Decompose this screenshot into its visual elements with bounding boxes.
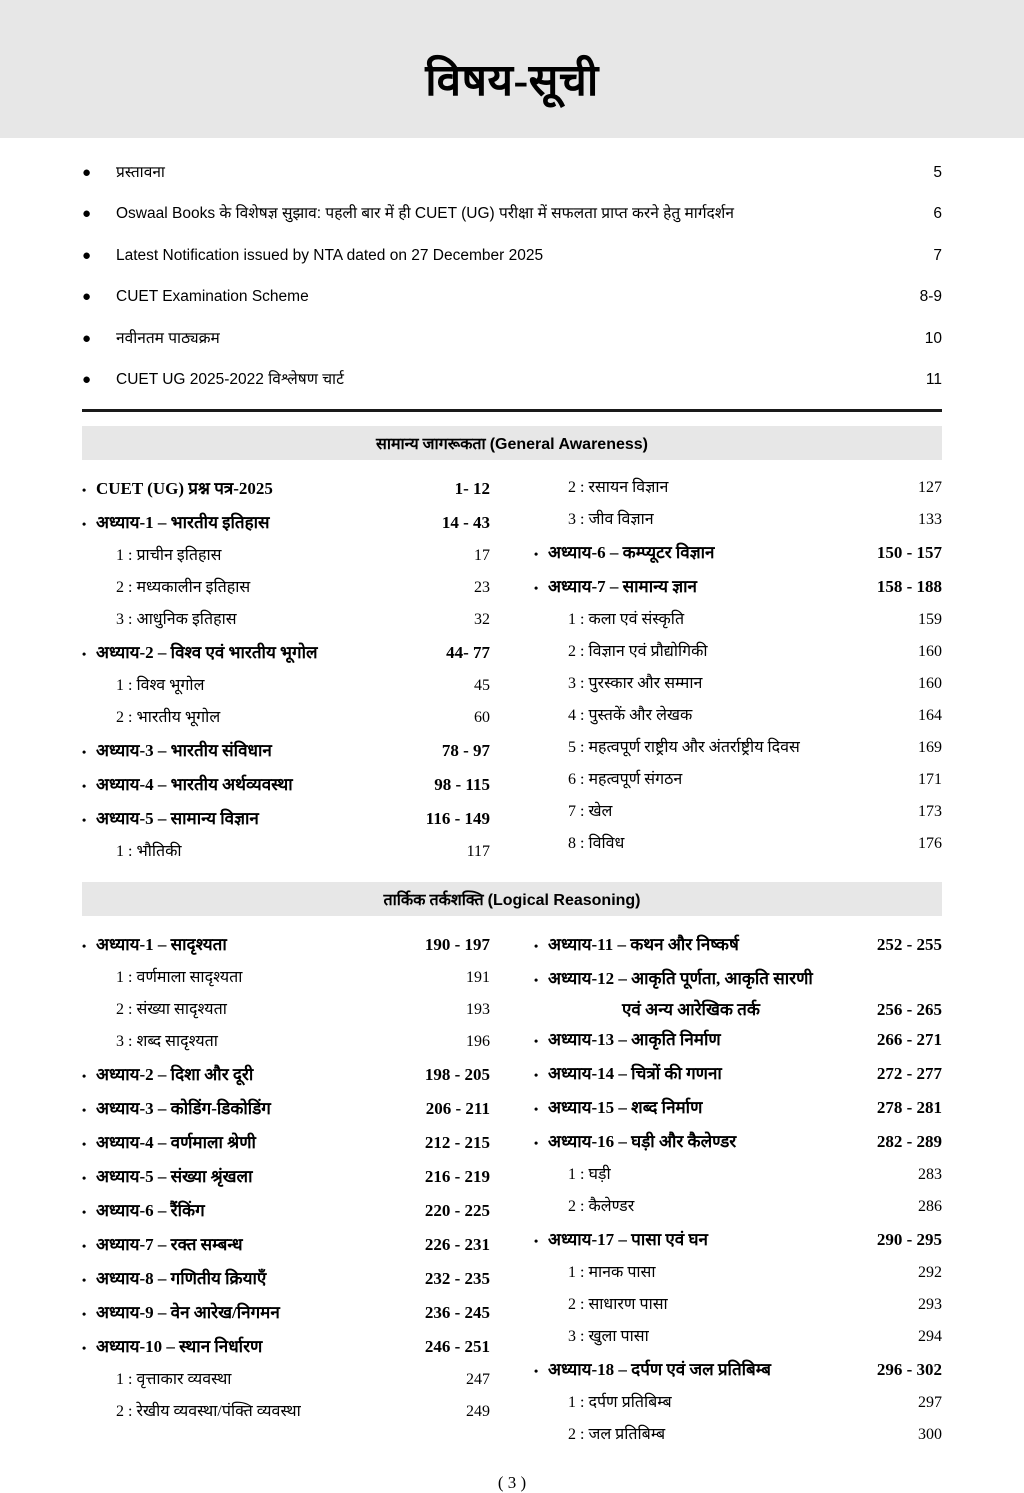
toc-entry-page-number: 283 bbox=[918, 1166, 942, 1184]
toc-subtopic-entry[interactable] bbox=[534, 1159, 942, 1191]
bullet-icon bbox=[82, 248, 116, 263]
toc-entry-label: 1 : भौतिकी bbox=[116, 843, 182, 861]
front-matter-label: प्रस्तावना bbox=[116, 164, 165, 181]
toc-subtopic-entry[interactable] bbox=[82, 994, 490, 1026]
front-matter-item[interactable] bbox=[82, 276, 942, 317]
toc-entry-page-number: 252 - 255 bbox=[876, 935, 942, 955]
toc-subtopic-entry[interactable] bbox=[82, 1364, 490, 1396]
section-columns bbox=[82, 928, 942, 1451]
toc-entry-page-number: 292 bbox=[918, 1264, 942, 1282]
toc-entry-page-number: 133 bbox=[918, 511, 942, 529]
toc-page-body bbox=[82, 138, 942, 1493]
bullet-icon bbox=[534, 1035, 548, 1047]
toc-subtopic-entry[interactable] bbox=[534, 636, 942, 668]
toc-column-left bbox=[82, 472, 512, 868]
toc-entry-label: अध्याय-11 – कथन और निष्कर्ष bbox=[548, 935, 739, 955]
bullet-icon bbox=[534, 940, 548, 952]
section-title-english: (General Awareness) bbox=[489, 436, 648, 454]
toc-subtopic-entry[interactable] bbox=[534, 732, 942, 764]
toc-entry-page-number: 247 bbox=[466, 1371, 490, 1389]
toc-subtopic-entry[interactable] bbox=[534, 1289, 942, 1321]
front-matter-label: CUET UG 2025-2022 विश्लेषण चार्ट bbox=[116, 370, 344, 388]
toc-chapter-entry[interactable] bbox=[534, 536, 942, 570]
toc-entry-page-number: 272 - 277 bbox=[876, 1064, 942, 1084]
toc-entry-label: अध्याय-2 – विश्व एवं भारतीय भूगोल bbox=[96, 643, 318, 663]
toc-entry-page-number: 282 - 289 bbox=[876, 1132, 942, 1152]
bullet-icon bbox=[82, 940, 96, 952]
toc-entry-label: अध्याय-13 – आकृति निर्माण bbox=[548, 1030, 721, 1050]
toc-entry-label: अध्याय-5 – सामान्य विज्ञान bbox=[96, 809, 259, 829]
toc-entry-label: 7 : खेल bbox=[568, 803, 613, 821]
toc-entry-label: 6 : महत्वपूर्ण संगठन bbox=[568, 771, 683, 789]
toc-entry-label: अध्याय-3 – कोडिंग-डिकोडिंग bbox=[96, 1099, 271, 1119]
toc-entry-label: अध्याय-6 – कम्प्यूटर विज्ञान bbox=[548, 543, 715, 563]
toc-chapter-entry[interactable] bbox=[82, 636, 490, 670]
bullet-icon bbox=[82, 814, 96, 826]
toc-entry-label: अध्याय-7 – सामान्य ज्ञान bbox=[548, 577, 697, 597]
toc-entry-label: अध्याय-3 – भारतीय संविधान bbox=[96, 741, 272, 761]
toc-entry-label: 2 : भारतीय भूगोल bbox=[116, 709, 221, 727]
toc-entry-page-number: 116 - 149 bbox=[425, 809, 490, 829]
toc-chapter-entry[interactable] bbox=[534, 570, 942, 604]
bullet-icon bbox=[534, 548, 548, 560]
toc-entry-page-number: 32 bbox=[474, 611, 490, 629]
section-header-band bbox=[82, 426, 942, 460]
toc-entry-page-number: 150 - 157 bbox=[876, 543, 942, 563]
toc-chapter-entry[interactable] bbox=[534, 1091, 942, 1125]
toc-entry-label: अध्याय-15 – शब्द निर्माण bbox=[548, 1098, 703, 1118]
toc-entry-page-number: 296 - 302 bbox=[876, 1360, 942, 1380]
section-header-band bbox=[82, 882, 942, 916]
toc-entry-label: अध्याय-10 – स्थान निर्धारण bbox=[96, 1337, 263, 1357]
toc-entry-page-number: 196 bbox=[466, 1033, 490, 1051]
front-matter-item[interactable] bbox=[82, 359, 942, 400]
toc-entry-label: अध्याय-1 – सादृश्यता bbox=[96, 935, 227, 955]
toc-entry-page-number: 17 bbox=[474, 547, 490, 565]
page-title: विषय-सूची bbox=[425, 56, 599, 105]
toc-entry-label: अध्याय-4 – वर्णमाला श्रेणी bbox=[96, 1133, 256, 1153]
front-matter-label: नवीनतम पाठ्यक्रम bbox=[116, 329, 220, 347]
toc-subtopic-entry[interactable] bbox=[82, 1026, 490, 1058]
toc-entry-label: 1 : प्राचीन इतिहास bbox=[116, 547, 222, 565]
toc-entry-label: 2 : रेखीय व्यवस्था/पंक्ति व्यवस्था bbox=[116, 1403, 301, 1421]
toc-entry-page-number: 206 - 211 bbox=[425, 1099, 490, 1119]
toc-chapter-entry[interactable] bbox=[534, 962, 942, 996]
toc-subtopic-entry[interactable] bbox=[82, 604, 490, 636]
toc-entry-page-number: 117 bbox=[466, 843, 490, 861]
section-columns bbox=[82, 472, 942, 868]
toc-chapter-entry[interactable] bbox=[82, 1058, 490, 1092]
section-title-hindi: सामान्य जागरूकता bbox=[376, 436, 490, 454]
toc-chapter-entry[interactable] bbox=[534, 1057, 942, 1091]
bullet-icon bbox=[82, 1172, 96, 1184]
toc-entry-label: 2 : जल प्रतिबिम्ब bbox=[568, 1426, 666, 1444]
toc-subtopic-entry[interactable] bbox=[82, 702, 490, 734]
toc-entry-label: 3 : आधुनिक इतिहास bbox=[116, 611, 237, 629]
front-matter-label: Latest Notification issued by NTA dated on 27 December 2025 bbox=[116, 246, 544, 264]
toc-subtopic-entry[interactable] bbox=[534, 828, 942, 860]
toc-entry-page-number: 232 - 235 bbox=[424, 1269, 490, 1289]
front-matter-label: Oswaal Books के विशेषज्ञ सुझाव: पहली बार में ही CUET (UG) परीक्षा में सफलता प्राप्त करने हेतु मार्गदर्शन bbox=[116, 205, 734, 223]
toc-entry-label: 3 : जीव विज्ञान bbox=[568, 511, 654, 529]
page-number-footer: ( 3 ) bbox=[497, 1473, 527, 1493]
toc-entry-label: एवं अन्य आरेखिक तर्क bbox=[622, 1000, 760, 1020]
toc-entry-page-number: 190 - 197 bbox=[424, 935, 490, 955]
toc-chapter-entry[interactable] bbox=[82, 1262, 490, 1296]
bullet-icon bbox=[82, 1274, 96, 1286]
toc-entry-page-number: 191 bbox=[466, 969, 490, 987]
toc-entry-label: 1 : वर्णमाला सादृश्यता bbox=[116, 969, 243, 987]
toc-column-right bbox=[512, 928, 942, 1451]
toc-entry-page-number: 212 - 215 bbox=[424, 1133, 490, 1153]
page-title-band bbox=[0, 0, 1024, 138]
toc-chapter-entry[interactable] bbox=[82, 1228, 490, 1262]
toc-entry-page-number: 290 - 295 bbox=[876, 1230, 942, 1250]
toc-subtopic-entry[interactable] bbox=[534, 1387, 942, 1419]
front-matter-page-number: 10 bbox=[924, 329, 942, 347]
bullet-icon bbox=[534, 974, 548, 986]
toc-column-right bbox=[512, 472, 942, 868]
toc-entry-page-number: 127 bbox=[918, 479, 942, 497]
front-matter-item[interactable] bbox=[82, 193, 942, 234]
toc-entry-label: 5 : महत्वपूर्ण राष्ट्रीय और अंतर्राष्ट्रीय दिवस bbox=[568, 739, 800, 757]
bullet-icon bbox=[534, 1069, 548, 1081]
toc-entry-label: अध्याय-12 – आकृति पूर्णता, आकृति सारणी bbox=[548, 969, 813, 989]
bullet-icon bbox=[82, 1240, 96, 1252]
toc-subtopic-entry[interactable] bbox=[534, 604, 942, 636]
toc-entry-label: अध्याय-6 – रैंकिंग bbox=[96, 1201, 205, 1221]
toc-chapter-entry[interactable] bbox=[534, 1023, 942, 1057]
toc-entry-page-number: 171 bbox=[918, 771, 942, 789]
toc-entry-page-number: 198 - 205 bbox=[424, 1065, 490, 1085]
toc-entry-page-number: 236 - 245 bbox=[424, 1303, 490, 1323]
toc-entry-label: अध्याय-5 – संख्या श्रृंखला bbox=[96, 1167, 253, 1187]
toc-chapter-entry[interactable] bbox=[82, 1160, 490, 1194]
front-matter-page-number: 11 bbox=[925, 370, 942, 388]
bullet-icon bbox=[82, 518, 96, 530]
toc-subtopic-entry[interactable] bbox=[82, 1396, 490, 1428]
toc-entry-label: 2 : कैलेण्डर bbox=[568, 1198, 635, 1216]
toc-entry-label: 2 : साधारण पासा bbox=[568, 1296, 668, 1314]
toc-subtopic-entry[interactable] bbox=[534, 700, 942, 732]
toc-entry-label: 1 : मानक पासा bbox=[568, 1264, 656, 1282]
toc-entry-label: 1 : कला एवं संस्कृति bbox=[568, 611, 685, 629]
toc-entry-label: 2 : विज्ञान एवं प्रौद्योगिकी bbox=[568, 643, 708, 661]
bullet-icon bbox=[82, 372, 116, 387]
toc-entry-label: 2 : संख्या सादृश्यता bbox=[116, 1001, 227, 1019]
toc-entry-page-number: 249 bbox=[466, 1403, 490, 1421]
toc-subtopic-entry[interactable] bbox=[534, 764, 942, 796]
section-title bbox=[376, 432, 648, 454]
bullet-icon bbox=[82, 1138, 96, 1150]
front-matter-page-number: 7 bbox=[933, 246, 942, 264]
bullet-icon bbox=[534, 1137, 548, 1149]
toc-chapter-entry[interactable] bbox=[534, 1125, 942, 1159]
toc-entry-page-number: 173 bbox=[918, 803, 942, 821]
toc-entry-page-number: 246 - 251 bbox=[424, 1337, 490, 1357]
toc-subtopic-entry[interactable] bbox=[534, 1191, 942, 1223]
bullet-icon bbox=[82, 1104, 96, 1116]
toc-subtopic-entry[interactable] bbox=[534, 1257, 942, 1289]
toc-entry-label: 1 : दर्पण प्रतिबिम्ब bbox=[568, 1394, 672, 1412]
bullet-icon bbox=[82, 780, 96, 792]
toc-chapter-entry[interactable] bbox=[82, 1126, 490, 1160]
bullet-icon bbox=[82, 206, 116, 221]
toc-chapter-entry[interactable] bbox=[82, 472, 490, 506]
toc-entry-page-number: 78 - 97 bbox=[441, 741, 490, 761]
toc-subtopic-entry[interactable] bbox=[82, 540, 490, 572]
toc-chapter-entry[interactable] bbox=[82, 928, 490, 962]
toc-entry-page-number: 45 bbox=[474, 677, 490, 695]
toc-entry-page-number: 176 bbox=[918, 835, 942, 853]
toc-chapter-entry[interactable] bbox=[82, 734, 490, 768]
toc-entry-page-number: 256 - 265 bbox=[876, 1000, 942, 1020]
toc-entry-page-number: 14 - 43 bbox=[441, 513, 490, 533]
toc-entry-label: 1 : वृत्ताकार व्यवस्था bbox=[116, 1371, 232, 1389]
toc-entry-page-number: 216 - 219 bbox=[424, 1167, 490, 1187]
toc-chapter-entry[interactable] bbox=[82, 1296, 490, 1330]
toc-chapter-entry[interactable] bbox=[534, 1353, 942, 1387]
toc-entry-label: अध्याय-17 – पासा एवं घन bbox=[548, 1230, 708, 1250]
bullet-icon bbox=[82, 484, 96, 496]
toc-entry-label: अध्याय-16 – घड़ी और कैलेण्डर bbox=[548, 1132, 737, 1152]
bullet-icon bbox=[82, 1070, 96, 1082]
bullet-icon bbox=[82, 165, 116, 180]
toc-subtopic-entry[interactable] bbox=[534, 796, 942, 828]
toc-subtopic-entry[interactable] bbox=[82, 962, 490, 994]
toc-subtopic-entry[interactable] bbox=[82, 836, 490, 868]
bullet-icon bbox=[534, 1103, 548, 1115]
toc-entry-label: अध्याय-9 – वेन आरेख/निगमन bbox=[96, 1303, 280, 1323]
toc-entry-page-number: 1- 12 bbox=[454, 479, 490, 499]
toc-entry-label: अध्याय-7 – रक्त सम्बन्ध bbox=[96, 1235, 243, 1255]
toc-entry-page-number: 294 bbox=[918, 1328, 942, 1346]
toc-entry-label: अध्याय-2 – दिशा और दूरी bbox=[96, 1065, 254, 1085]
toc-entry-label: 2 : मध्यकालीन इतिहास bbox=[116, 579, 251, 597]
toc-subtopic-entry[interactable] bbox=[534, 668, 942, 700]
front-matter-divider bbox=[82, 409, 942, 412]
toc-entry-label: 4 : पुस्तकें और लेखक bbox=[568, 707, 693, 725]
toc-subtopic-entry[interactable] bbox=[534, 504, 942, 536]
toc-entry-label: 3 : शब्द सादृश्यता bbox=[116, 1033, 218, 1051]
front-matter-page-number: 5 bbox=[933, 164, 942, 181]
toc-chapter-entry[interactable] bbox=[82, 802, 490, 836]
sections-container bbox=[82, 426, 942, 1451]
toc-entry-page-number: 164 bbox=[918, 707, 942, 725]
toc-entry-page-number: 158 - 188 bbox=[876, 577, 942, 597]
toc-entry-page-number: 60 bbox=[474, 709, 490, 727]
toc-entry-page-number: 266 - 271 bbox=[876, 1030, 942, 1050]
bullet-icon bbox=[82, 1308, 96, 1320]
toc-entry-page-number: 286 bbox=[918, 1198, 942, 1216]
toc-entry-page-number: 220 - 225 bbox=[424, 1201, 490, 1221]
toc-entry-label: 3 : खुला पासा bbox=[568, 1328, 649, 1346]
toc-entry-page-number: 23 bbox=[474, 579, 490, 597]
toc-entry-label: 8 : विविध bbox=[568, 835, 625, 853]
toc-entry-page-number: 297 bbox=[918, 1394, 942, 1412]
toc-subtopic-entry[interactable] bbox=[534, 1419, 942, 1451]
toc-subtopic-entry[interactable] bbox=[82, 572, 490, 604]
toc-entry-label: अध्याय-18 – दर्पण एवं जल प्रतिबिम्ब bbox=[548, 1360, 771, 1380]
toc-entry-page-number: 160 bbox=[918, 643, 942, 661]
toc-entry-page-number: 226 - 231 bbox=[424, 1235, 490, 1255]
bullet-icon bbox=[82, 1206, 96, 1218]
toc-entry-page-number: 160 bbox=[918, 675, 942, 693]
bullet-icon bbox=[82, 746, 96, 758]
toc-entry-page-number: 193 bbox=[466, 1001, 490, 1019]
toc-chapter-entry[interactable] bbox=[534, 1223, 942, 1257]
bullet-icon bbox=[534, 1365, 548, 1377]
toc-entry-label: अध्याय-14 – चित्रों की गणना bbox=[548, 1064, 722, 1084]
toc-entry-label: अध्याय-8 – गणितीय क्रियाएँ bbox=[96, 1269, 267, 1289]
toc-entry-page-number: 159 bbox=[918, 611, 942, 629]
front-matter-item[interactable] bbox=[82, 235, 942, 276]
front-matter-page-number: 6 bbox=[933, 205, 942, 223]
toc-entry-label: 1 : विश्व भूगोल bbox=[116, 677, 205, 695]
toc-entry-page-number: 169 bbox=[918, 739, 942, 757]
section-title bbox=[383, 888, 640, 910]
toc-subtopic-entry[interactable] bbox=[534, 472, 942, 504]
bullet-icon bbox=[82, 289, 116, 304]
toc-chapter-entry[interactable] bbox=[82, 506, 490, 540]
bullet-icon bbox=[82, 648, 96, 660]
toc-chapter-entry[interactable] bbox=[82, 768, 490, 802]
bullet-icon bbox=[534, 582, 548, 594]
toc-entry-page-number: 278 - 281 bbox=[876, 1098, 942, 1118]
toc-subtopic-entry[interactable] bbox=[534, 1321, 942, 1353]
toc-entry-page-number: 44- 77 bbox=[446, 643, 490, 663]
toc-column-left bbox=[82, 928, 512, 1451]
section-title-english: (Logical Reasoning) bbox=[487, 892, 641, 910]
toc-entry-label: अध्याय-1 – भारतीय इतिहास bbox=[96, 513, 270, 533]
toc-chapter-continuation[interactable] bbox=[534, 996, 942, 1023]
toc-chapter-entry[interactable] bbox=[82, 1330, 490, 1364]
toc-entry-label: 2 : रसायन विज्ञान bbox=[568, 479, 669, 497]
front-matter-label: CUET Examination Scheme bbox=[116, 288, 309, 306]
toc-chapter-entry[interactable] bbox=[82, 1194, 490, 1228]
bullet-icon bbox=[82, 331, 116, 346]
toc-chapter-entry[interactable] bbox=[534, 928, 942, 962]
toc-entry-label: 3 : पुरस्कार और सम्मान bbox=[568, 675, 703, 693]
front-matter-item[interactable] bbox=[82, 318, 942, 359]
toc-entry-page-number: 98 - 115 bbox=[434, 775, 490, 795]
front-matter-item[interactable] bbox=[82, 152, 942, 193]
toc-entry-label: अध्याय-4 – भारतीय अर्थव्यवस्था bbox=[96, 775, 293, 795]
bullet-icon bbox=[534, 1235, 548, 1247]
toc-entry-page-number: 300 bbox=[918, 1426, 942, 1444]
toc-entry-page-number: 293 bbox=[918, 1296, 942, 1314]
front-matter-list bbox=[82, 152, 942, 400]
toc-chapter-entry[interactable] bbox=[82, 1092, 490, 1126]
toc-entry-label: 1 : घड़ी bbox=[568, 1166, 611, 1184]
front-matter-page-number: 8-9 bbox=[919, 288, 942, 306]
toc-entry-label: CUET (UG) प्रश्न पत्र-2025 bbox=[96, 479, 273, 499]
toc-subtopic-entry[interactable] bbox=[82, 670, 490, 702]
bullet-icon bbox=[82, 1342, 96, 1354]
section-title-hindi: तार्किक तर्कशक्ति bbox=[383, 892, 488, 910]
